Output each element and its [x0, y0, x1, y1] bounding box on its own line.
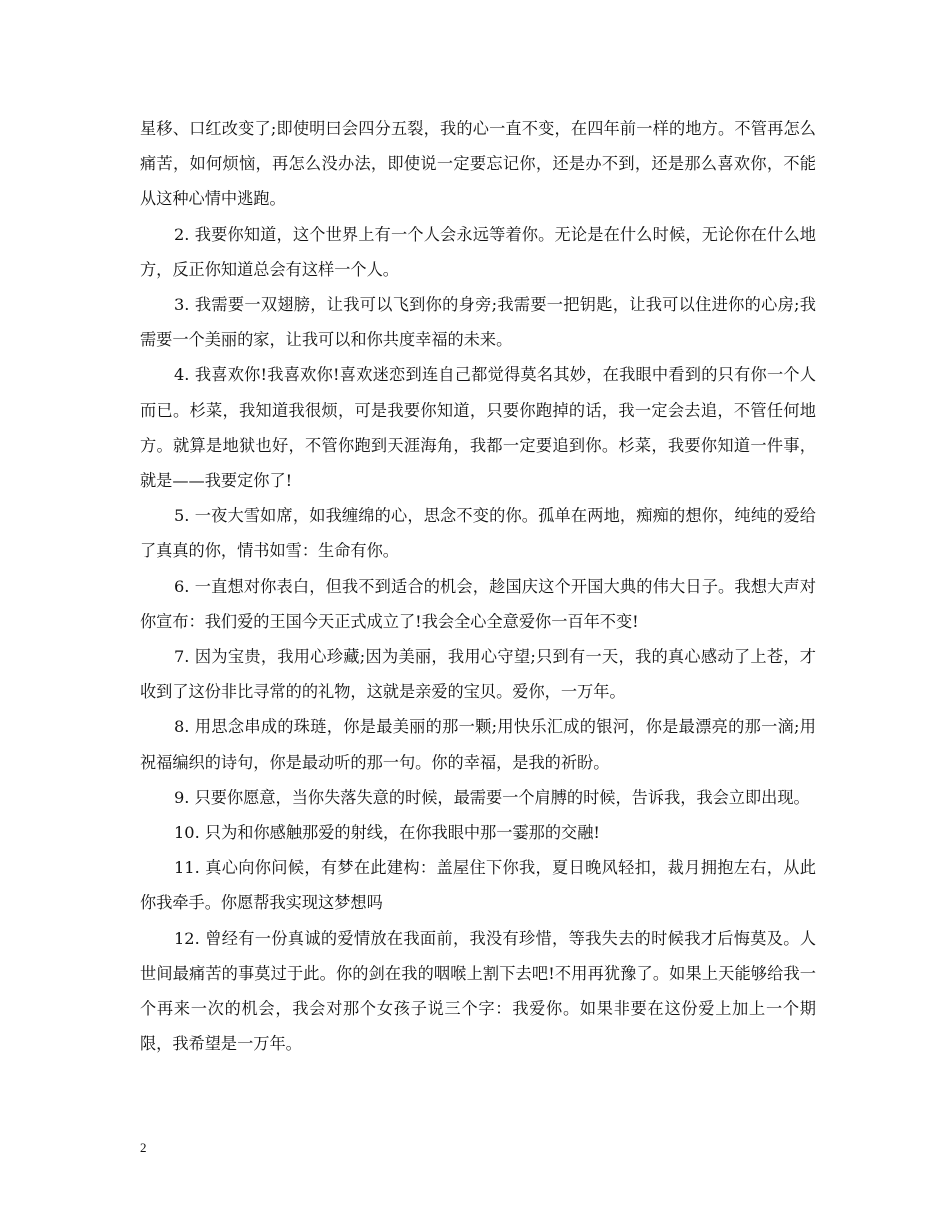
- document-body: [140, 111, 816, 1061]
- page-number: 2: [140, 1140, 147, 1155]
- paragraph-item-8: 8. 用思念串成的珠琏，你是最美丽的那一颗;用快乐汇成的银河，你是最漂亮的那一滴;用祝福编织的诗句，你是最动听的那一句。你的幸福，是我的祈盼。: [140, 717, 816, 772]
- paragraph-item-5: 5. 一夜大雪如席，如我缠绵的心，思念不变的你。孤单在两地，痴痴的想你，纯纯的爱给了真真的你，情书如雪：生命有你。: [140, 506, 816, 561]
- paragraph-item-3: 3. 我需要一双翅膀，让我可以飞到你的身旁;我需要一把钥匙，让我可以住进你的心房;我需要一个美丽的家，让我可以和你共度幸福的未来。: [140, 295, 816, 350]
- paragraph-item-4: 4. 我喜欢你!我喜欢你!喜欢迷恋到连自己都觉得莫名其妙，在我眼中看到的只有你一个人而已。杉菜，我知道我很烦，可是我要你知道，只要你跑掉的话，我一定会去追，不管任何地方。就算是地狱也好，不管你跑到天涯海角，我都一定要追到你。杉菜，我要你知道一件事，就是——我要定你了!: [140, 365, 816, 491]
- paragraph-item-9: 9. 只要你愿意，当你失落失意的时候，最需要一个肩膊的时候，告诉我，我会立即出现。: [174, 787, 810, 807]
- paragraph-item-11: 11. 真心向你问候，有梦在此建构：盖屋住下你我，夏日晚风轻扣，裁月拥抱左右，从此你我牵手。你愿帮我实现这梦想吗: [140, 858, 816, 913]
- paragraph-item-7: 7. 因为宝贵，我用心珍藏;因为美丽，我用心守望;只到有一天，我的真心感动了上苍，才收到了这份非比寻常的的礼物，这就是亲爱的宝贝。爱你，一万年。: [140, 647, 816, 702]
- paragraph-continuation: 星移、口红改变了;即使明曰会四分五裂，我的心一直不变，在四年前一样的地方。不管再怎么痛苦，如何烦恼，再怎么没办法，即使说一定要忘记你，还是办不到，还是那么喜欢你，不能从这种心情中逃跑。: [140, 119, 816, 209]
- paragraph-item-10: 10. 只为和你感触那爱的射线，在你我眼中那一霎那的交融!: [174, 823, 600, 843]
- paragraph-item-12: 12. 曾经有一份真诚的爱情放在我面前，我没有珍惜，等我失去的时候我才后悔莫及。人世间最痛苦的事莫过于此。你的剑在我的咽喉上割下去吧!不用再犹豫了。如果上天能够给我一个再来一次的机会，我会对那个女孩子说三个字：我爱你。如果非要在这份爱上加上一个期限，我希望是一万年。: [140, 928, 816, 1054]
- paragraph-item-2: 2. 我要你知道，这个世界上有一个人会永远等着你。无论是在什么时候，无论你在什么地方，反正你知道总会有这样一个人。: [140, 224, 816, 279]
- paragraph-item-6: 6. 一直想对你表白，但我不到适合的机会，趁国庆这个开国大典的伟大日子。我想大声对你宣布：我们爱的王国今天正式成立了!我会全心全意爱你一百年不变!: [140, 576, 816, 631]
